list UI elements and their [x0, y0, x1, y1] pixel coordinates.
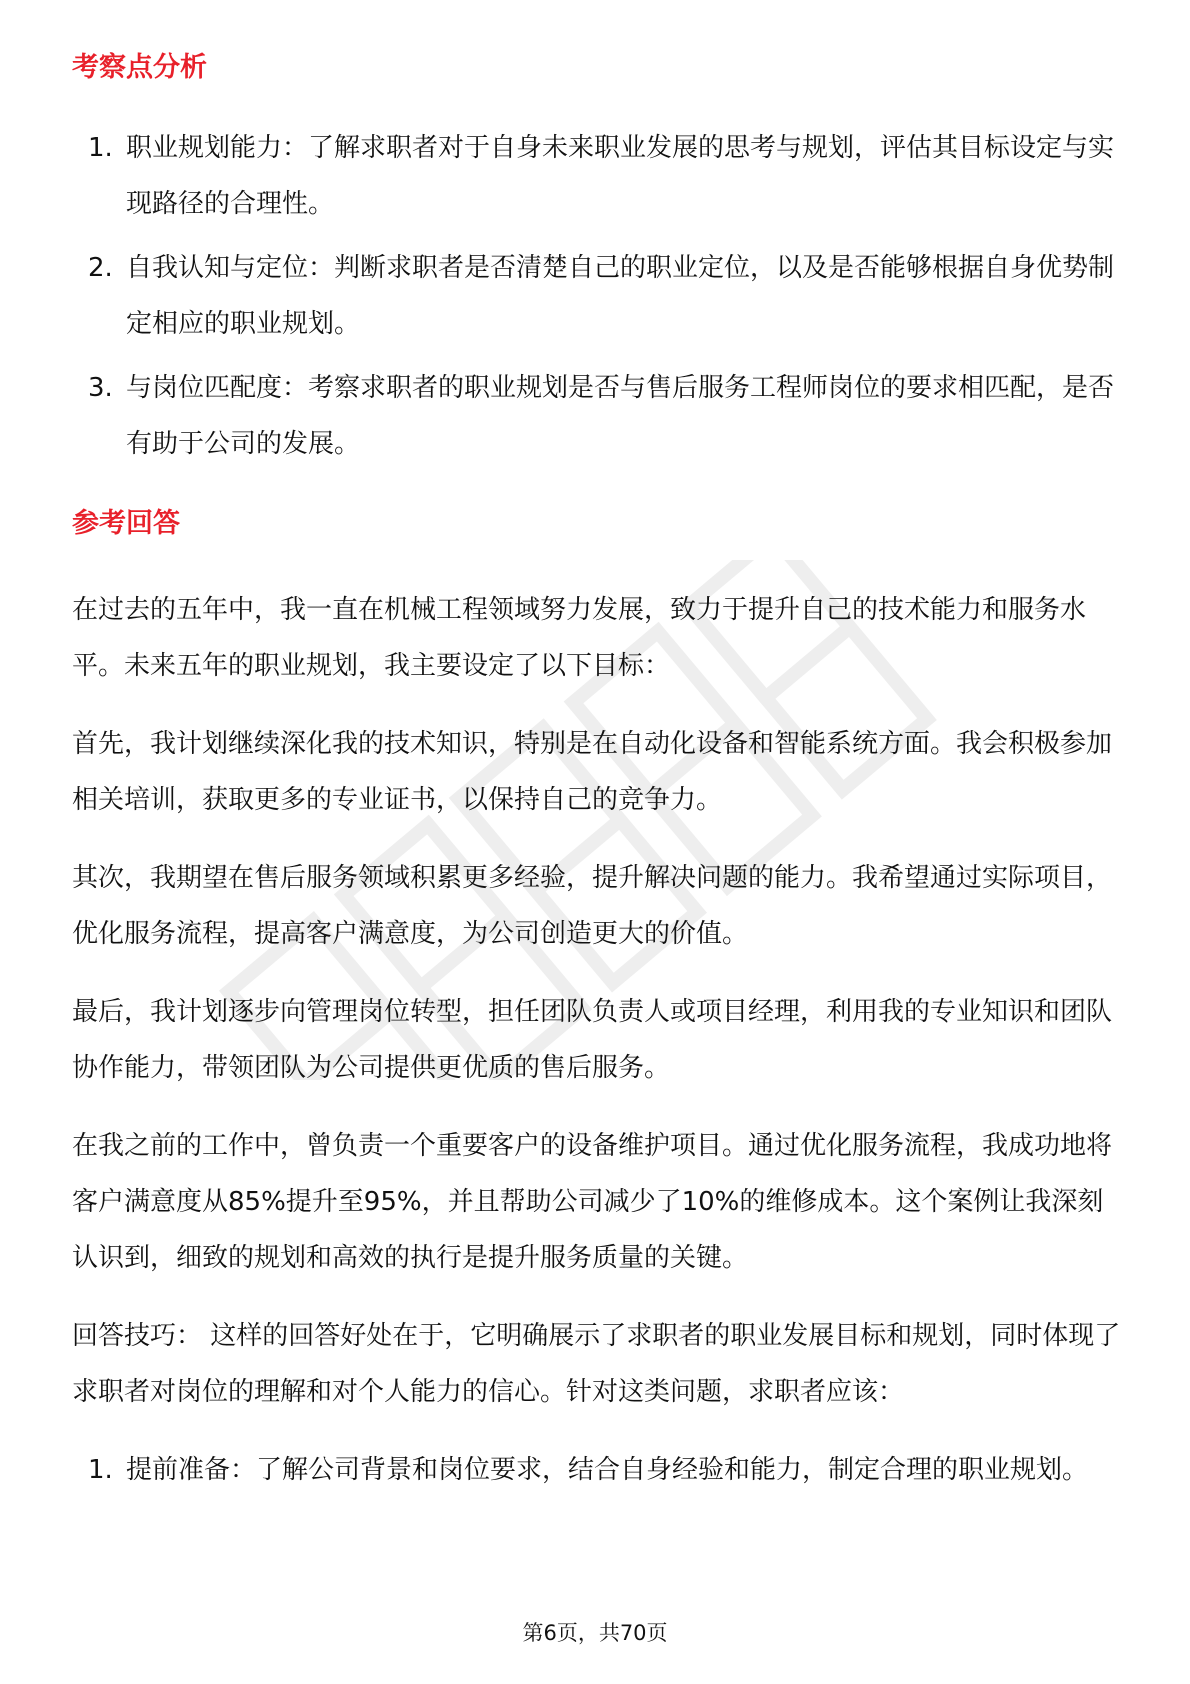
page-number-footer: 第6页，共70页 — [522, 1621, 668, 1645]
list-item — [72, 240, 1122, 352]
answer-paragraph: 首先，我计划继续深化我的技术知识，特别是在自动化设备和智能系统方面。我会积极参加相关培训，获取更多的专业证书，以保持自己的竞争力。 — [72, 729, 1113, 815]
section-title-analysis: 考察点分析 — [72, 52, 207, 83]
tips-list — [72, 1442, 1122, 1498]
list-item-text: 职业规划能力：了解求职者对于自身未来职业发展的思考与规划，评估其目标设定与实现路径的合理性。 — [126, 133, 1115, 219]
answer-paragraph: 最后，我计划逐步向管理岗位转型，担任团队负责人或项目经理，利用我的专业知识和团队协作能力，带领团队为公司提供更优质的售后服务。 — [72, 997, 1113, 1083]
list-item-text: 自我认知与定位：判断求职者是否清楚自己的职业定位，以及是否能够根据自身优势制定相应的职业规划。 — [126, 253, 1115, 339]
list-item-text: 提前准备：了解公司背景和岗位要求，结合自身经验和能力，制定合理的职业规划。 — [126, 1455, 1089, 1485]
list-item — [72, 1442, 1122, 1498]
list-item — [72, 120, 1122, 232]
list-number: 1. — [88, 133, 113, 163]
answer-paragraph: 在过去的五年中，我一直在机械工程领域努力发展，致力于提升自己的技术能力和服务水平。未来五年的职业规划，我主要设定了以下目标： — [72, 595, 1087, 681]
answer-tips-paragraph: 回答技巧： 这样的回答好处在于，它明确展示了求职者的职业发展目标和规划，同时体现了求职者对岗位的理解和对个人能力的信心。针对这类问题，求职者应该： — [72, 1321, 1121, 1407]
analysis-list — [72, 120, 1122, 472]
list-number: 2. — [88, 253, 113, 283]
list-item — [72, 360, 1122, 472]
list-number: 1. — [88, 1455, 113, 1485]
section-title-reference-answer: 参考回答 — [72, 508, 180, 539]
document-body — [72, 48, 1122, 1498]
answer-paragraph: 其次，我期望在售后服务领域积累更多经验，提升解决问题的能力。我希望通过实际项目，优化服务流程，提高客户满意度，为公司创造更大的价值。 — [72, 863, 1113, 949]
list-number: 3. — [88, 373, 113, 403]
list-item-text: 与岗位匹配度：考察求职者的职业规划是否与售后服务工程师岗位的要求相匹配，是否有助于公司的发展。 — [126, 373, 1115, 459]
answer-paragraph: 在我之前的工作中，曾负责一个重要客户的设备维护项目。通过优化服务流程，我成功地将客户满意度从85%提升至95%，并且帮助公司减少了10%的维修成本。这个案例让我深刻认识到，细致的规划和高效的执行是提升服务质量的关键。 — [72, 1131, 1113, 1273]
